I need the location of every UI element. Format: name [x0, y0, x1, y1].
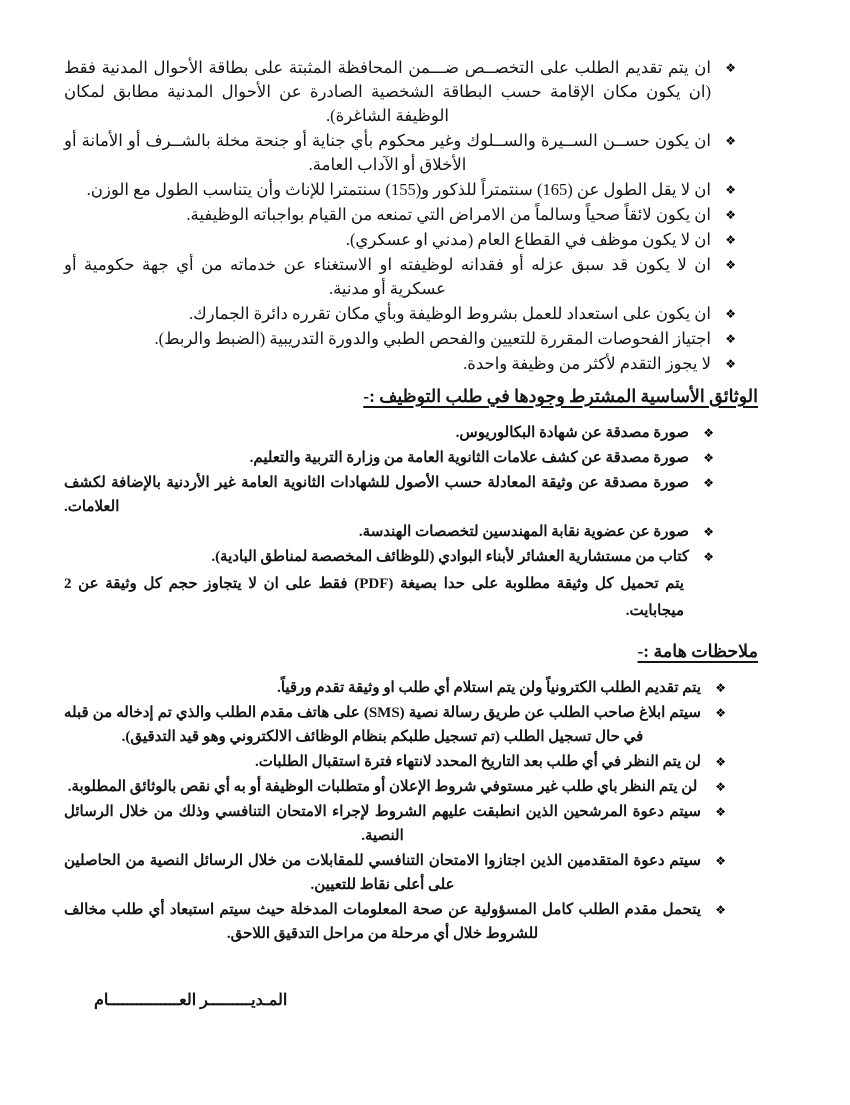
diamond-bullet-icon: ❖	[725, 233, 736, 247]
section-requirements	[64, 56, 758, 376]
list-item	[64, 327, 758, 351]
list-item-text: ان لا يقل الطول عن (165) سنتمتراً للذكور و(155) سنتمترا للإناث وأن يتناسب الطول مع الوزن.	[86, 180, 711, 199]
list-item	[64, 129, 758, 177]
list-item-text: لن يتم النظر في أي طلب بعد التاريخ المحدد لانتهاء فترة استقبال الطلبات.	[254, 754, 701, 770]
upload-format-note: يتم تحميل كل وثيقة مطلوبة على حدا بصيغة (PDF) فقط على ان لا يتجاوز حجم كل وثيقة عن 2 ميجابايت.	[64, 576, 684, 619]
list-item-text: لا يجوز التقدم لأكثر من وظيفة واحدة.	[463, 354, 711, 373]
list-item-text: صورة عن عضوية نقابة المهندسين لتخصصات الهندسة.	[358, 524, 689, 540]
list-item-text: ان يكون على استعداد للعمل بشروط الوظيفة وبأي مكان تقرره دائرة الجمارك.	[188, 304, 711, 323]
list-item-text: صورة مصدقة عن شهادة البكالوريوس.	[455, 425, 689, 441]
diamond-bullet-icon: ❖	[715, 681, 726, 695]
list-item	[64, 676, 758, 700]
list-item	[64, 545, 758, 569]
list-item	[64, 750, 758, 774]
list-item-text: يتحمل مقدم الطلب كامل المسؤولية عن صحة المعلومات المدخلة حيث سيتم استبعاد أي طلب مخالف للشروط خلال أي مرحلة من مراحل التدقيق اللاحق.	[64, 902, 701, 942]
list-item	[64, 56, 758, 128]
list-item-text: اجتياز الفحوصات المقررة للتعيين والفحص الطبي والدورة التدريبية (الضبط والربط).	[154, 329, 711, 348]
diamond-bullet-icon: ❖	[725, 307, 736, 321]
list-item-text: سيتم ابلاغ صاحب الطلب عن طريق رسالة نصية (SMS) على هاتف مقدم الطلب والذي تم إدخاله من قبله في حال تسجيل الطلب (تم تسجيل طلبكم بنظام الوظائف الالكتروني وهو قيد التدقيق).	[64, 705, 701, 745]
diamond-bullet-icon: ❖	[715, 706, 726, 720]
diamond-bullet-icon: ❖	[725, 134, 736, 148]
list-item	[64, 800, 758, 848]
diamond-bullet-icon: ❖	[703, 476, 714, 490]
diamond-bullet-icon: ❖	[725, 61, 736, 75]
list-item	[64, 302, 758, 326]
list-item	[64, 203, 758, 227]
diamond-bullet-icon: ❖	[725, 332, 736, 346]
list-item-text: لن يتم النظر باي طلب غير مستوفي شروط الإعلان أو متطلبات الوظيفة أو به أي نقص بالوثائق المطلوبة.	[67, 779, 698, 795]
list-item	[64, 421, 758, 445]
diamond-bullet-icon: ❖	[715, 854, 726, 868]
list-item-text: يتم تقديم الطلب الكترونياً ولن يتم استلام أي طلب او وثيقة تقدم ورقياً.	[277, 680, 701, 696]
diamond-bullet-icon: ❖	[725, 183, 736, 197]
list-item-text: ان يكون لائقاً صحياً وسالماً من الامراض التي تمنعه من القيام بواجباته الوظيفية.	[186, 205, 711, 224]
diamond-bullet-icon: ❖	[703, 550, 714, 564]
list-item-text: ان يكون حســن الســيرة والســلوك وغير محكوم بأي جناية أو جنحة مخلة بالشــرف أو الأمانة أو الأخلاق أو الآداب العامة.	[64, 131, 711, 174]
list-item-text: صورة مصدقة عن كشف علامات الثانوية العامة من وزارة التربية والتعليم.	[249, 450, 689, 466]
section-heading-documents: الوثائق الأساسية المشترط وجودها في طلب التوظيف :-	[363, 386, 758, 406]
list-item	[64, 253, 758, 301]
diamond-bullet-icon: ❖	[715, 755, 726, 769]
list-item	[64, 178, 758, 202]
diamond-bullet-icon: ❖	[715, 903, 726, 917]
section-documents	[64, 421, 758, 569]
signature-director-general	[64, 990, 758, 1010]
list-item	[64, 849, 758, 897]
list-item	[64, 471, 758, 519]
list-item-text: ان لا يكون موظف في القطاع العام (مدني او عسكري).	[345, 230, 711, 249]
diamond-bullet-icon: ❖	[715, 805, 726, 819]
list-item	[64, 701, 758, 749]
list-item	[64, 898, 758, 946]
signature-text: المـديـــــــــر العـــــــــــــــام	[94, 992, 288, 1009]
list-item-text: كتاب من مستشارية العشائر لأبناء البوادي (للوظائف المخصصة لمناطق البادية).	[211, 549, 689, 565]
diamond-bullet-icon: ❖	[703, 525, 714, 539]
list-item-text: سيتم دعوة المتقدمين الذين اجتازوا الامتحان التنافسي للمقابلات من خلال الرسائل النصية من الحاصلين على أعلى نقاط للتعيين.	[64, 853, 701, 893]
list-item	[64, 446, 758, 470]
section-heading-notes: ملاحظات هامة :-	[637, 641, 758, 661]
list-item	[64, 352, 758, 376]
diamond-bullet-icon: ❖	[703, 426, 714, 440]
list-item-text: ان يتم تقديم الطلب على التخصــص ضـــمن المحافظة المثبتة على بطاقة الأحوال المدنية فقط (ان يكون مكان الإقامة حسب البطاقة الشخصية الصادرة عن الأحوال المدنية مطابق لمكان الوظيفة الشاغرة).	[64, 58, 711, 125]
diamond-bullet-icon: ❖	[725, 258, 736, 272]
list-item	[64, 228, 758, 252]
list-item	[64, 520, 758, 544]
section-notes	[64, 676, 758, 946]
diamond-bullet-icon: ❖	[725, 357, 736, 371]
list-item-text: ان لا يكون قد سبق عزله أو فقدانه لوظيفته او الاستغناء عن خدماته من أي جهة حكومية أو عسكرية أو مدنية.	[64, 255, 711, 298]
list-item-text: صورة مصدقة عن وثيقة المعادلة حسب الأصول للشهادات الثانوية العامة غير الأردنية بالإضافة لكشف العلامات.	[64, 475, 689, 515]
diamond-bullet-icon: ❖	[725, 208, 736, 222]
diamond-bullet-icon: ❖	[715, 780, 726, 794]
list-item-text: سيتم دعوة المرشحين الذين انطبقت عليهم الشروط لإجراء الامتحان التنافسي وذلك من خلال الرسائل النصية.	[64, 804, 701, 844]
list-item	[64, 775, 758, 799]
diamond-bullet-icon: ❖	[703, 451, 714, 465]
